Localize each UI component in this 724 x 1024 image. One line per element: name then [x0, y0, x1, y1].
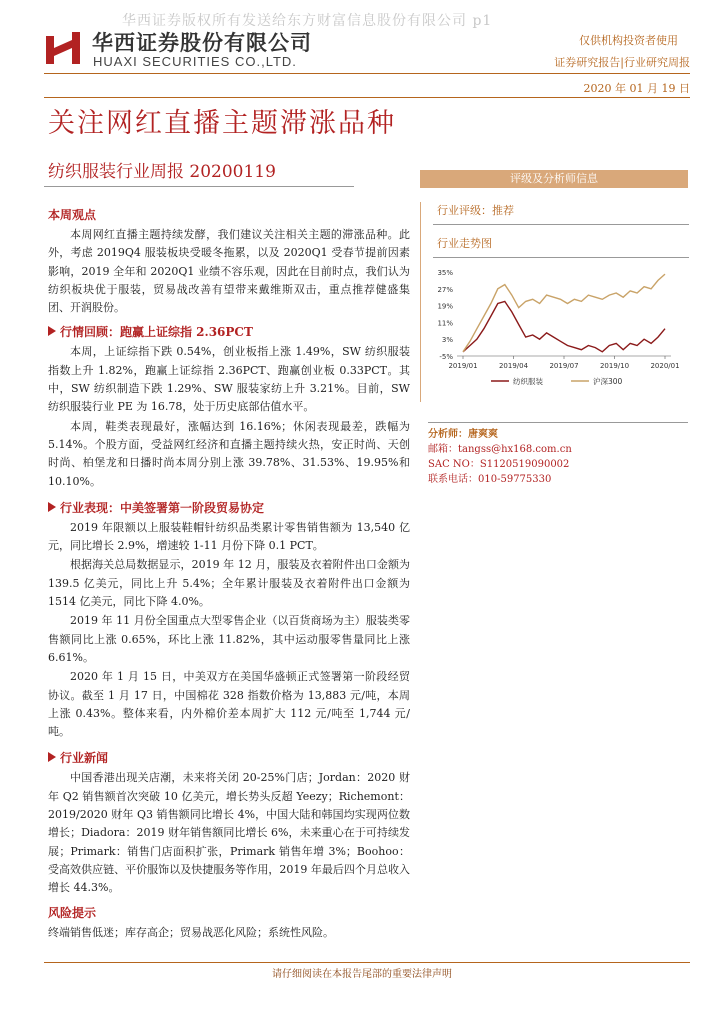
- y-tick-label: 27%: [437, 285, 453, 294]
- company-name-en: HUAXI SECURITIES CO.,LTD.: [93, 54, 297, 69]
- huaxi-logo: [44, 30, 82, 68]
- report-date: 2020 年 01 月 19 日: [583, 82, 690, 95]
- main-content: [48, 206, 410, 943]
- header-divider: [44, 73, 690, 74]
- rating-divider: [433, 224, 689, 225]
- triangle-bullet-icon: [48, 326, 56, 336]
- y-tick-label: 35%: [437, 269, 453, 277]
- watermark: 华西证券版权所有发送给东方财富信息股份有限公司 p1: [122, 13, 493, 29]
- y-tick-label: 19%: [437, 302, 453, 311]
- trend-chart: [421, 258, 688, 402]
- industry-heading: [48, 499, 410, 516]
- y-tick-label: 11%: [437, 319, 453, 328]
- x-tick-label: 2019/07: [549, 362, 579, 370]
- triangle-bullet-icon: [48, 752, 56, 762]
- news-paragraph: 中国香港出现关店潮，未来将关闭 20-25%门店；Jordan：2020 财年 Q2 销售额首次突破 10 亿美元，增长势头反超 Yeezy；Richemont：2019/2020 财年 Q3 销售额同比增长 4%，中国大陆和韩国均实现两位数增长；Diadora：2019 财年销售额同比增长 6%，未来重心在于可持续发展；Primark：销售门店面积扩张，Primark 销售年增 3%；Boohoo：受高效供应链、平价服饰以及快捷服务等作用，2019 年最后四个月总收入增长 44.3%。: [48, 771, 410, 895]
- footer-divider: [44, 962, 690, 963]
- legend-label: 纺织服装: [513, 377, 543, 386]
- news-heading: [48, 749, 410, 766]
- analyst-email: 邮箱：tangss@hx168.com.cn: [428, 444, 572, 455]
- page-subtitle: 纺织服装行业周报 20200119: [48, 162, 276, 182]
- sidebar-header: 评级及分析师信息: [420, 170, 688, 188]
- industry-paragraph-3: 2019 年 11 月份全国重点大型零售企业（以百货商场为主）服装类零售额同比上涨 0.65%，环比上涨 11.82%，其中运动服零售量同比上涨 6.61%。: [48, 614, 410, 664]
- viewpoint-heading: 本周观点: [48, 208, 97, 222]
- analyst-phone: 联系电话：010-59775330: [428, 474, 552, 485]
- legend-label: 沪深300: [593, 377, 623, 386]
- report-type: 证券研究报告|行业研究周报: [554, 56, 690, 69]
- sidebar-panel: [420, 202, 688, 402]
- triangle-bullet-icon: [48, 502, 56, 512]
- analyst-name: 分析师：唐爽爽: [428, 429, 498, 440]
- industry-title: 行业表现：中美签署第一阶段贸易协定: [60, 500, 265, 515]
- trend-chart-label: 行业走势图: [437, 237, 492, 250]
- industry-paragraph-1: 2019 年限额以上服装鞋帽针纺织品类累计零售销售额为 13,540 亿元，同比增长 2.9%，增速较 1-11 月份下降 0.1 PCT。: [48, 520, 410, 553]
- analyst-info: [428, 422, 688, 487]
- industry-rating: 行业评级：推荐: [437, 204, 514, 217]
- risk-heading: 风险提示: [48, 905, 97, 920]
- audience-note: 仅供机构投资者使用: [579, 34, 678, 47]
- legal-disclaimer: 请仔细阅读在本报告尾部的重要法律声明: [272, 969, 452, 980]
- industry-paragraph-4: 2020 年 1 月 15 日，中美双方在美国华盛顿正式签署第一阶段经贸协议。截至 1 月 17 日，中国棉花 328 指数价格为 13,883 元/吨，本周上涨 0.43%。整体来看，内外棉价差本周扩大 112 元/吨至 1,744 元/吨。: [48, 670, 410, 739]
- x-tick-label: 2019/10: [599, 362, 630, 370]
- date-divider: [44, 97, 690, 98]
- analyst-sac: SAC NO：S1120519090002: [428, 459, 570, 470]
- subtitle-divider: [44, 186, 354, 187]
- market-review-title: 行情回顾：跑赢上证综指 2.36PCT: [60, 325, 253, 340]
- market-paragraph-1: 本周，上证综指下跌 0.54%，创业板指上涨 1.49%，SW 纺织服装指数上升 1.82%，跑赢上证综指 2.36PCT、跑赢创业板 0.33PCT。其中，SW 纺织制造下跌 1.29%、SW 服装家纺上升 3.21%。目前，SW 纺织服装行业 PE 为 16.78，处于历史底部估值水平。: [48, 345, 410, 414]
- page-title: 关注网红直播主题滞涨品种: [48, 108, 396, 139]
- x-tick-label: 2019/01: [448, 362, 478, 370]
- series-line-textile: [463, 301, 665, 351]
- market-paragraph-2: 本周，鞋类表现最好，涨幅达到 16.16%；休闲表现最差，跌幅为 5.14%。个股方面，受益网红经济和直播主题持续火热，安正时尚、天创时尚、柏堡龙和日播时尚本周分别上涨 39.78%、31.53%、19.95%和 10.10%。: [48, 419, 410, 488]
- x-tick-label: 2019/04: [498, 362, 529, 370]
- market-review-heading: [48, 323, 410, 340]
- viewpoint-paragraph: 本周网红直播主题持续发酵，我们建议关注相关主题的滞涨品种。此外，考虑 2019Q4 服装板块受暖冬拖累，以及 2020Q1 受春节提前因素影响，2019 全年和 2020Q1 业绩不容乐观，因此在目前时点，我们认为纺织板块优于服装，贸易战改善有望带来戴维斯双击，重点推荐健盛集团、开润股份。: [48, 228, 410, 315]
- news-title: 行业新闻: [60, 751, 109, 766]
- x-tick-label: 2020/01: [650, 362, 680, 370]
- risk-paragraph: 终端销售低迷；库存高企；贸易战恶化风险；系统性风险。: [48, 925, 334, 939]
- y-tick-label: -5%: [439, 353, 453, 361]
- trend-chart-svg: [421, 258, 689, 398]
- company-name-cn: 华西证券股份有限公司: [92, 31, 312, 55]
- industry-paragraph-2: 根据海关总局数据显示，2019 年 12 月，服装及衣着附件出口金额为 139.5 亿美元，同比上升 5.4%；全年累计服装及衣着附件出口金额为 1514 亿美元，同比下降 4.0%。: [48, 558, 410, 609]
- y-tick-label: 3%: [441, 336, 453, 345]
- sidebar: [420, 170, 688, 402]
